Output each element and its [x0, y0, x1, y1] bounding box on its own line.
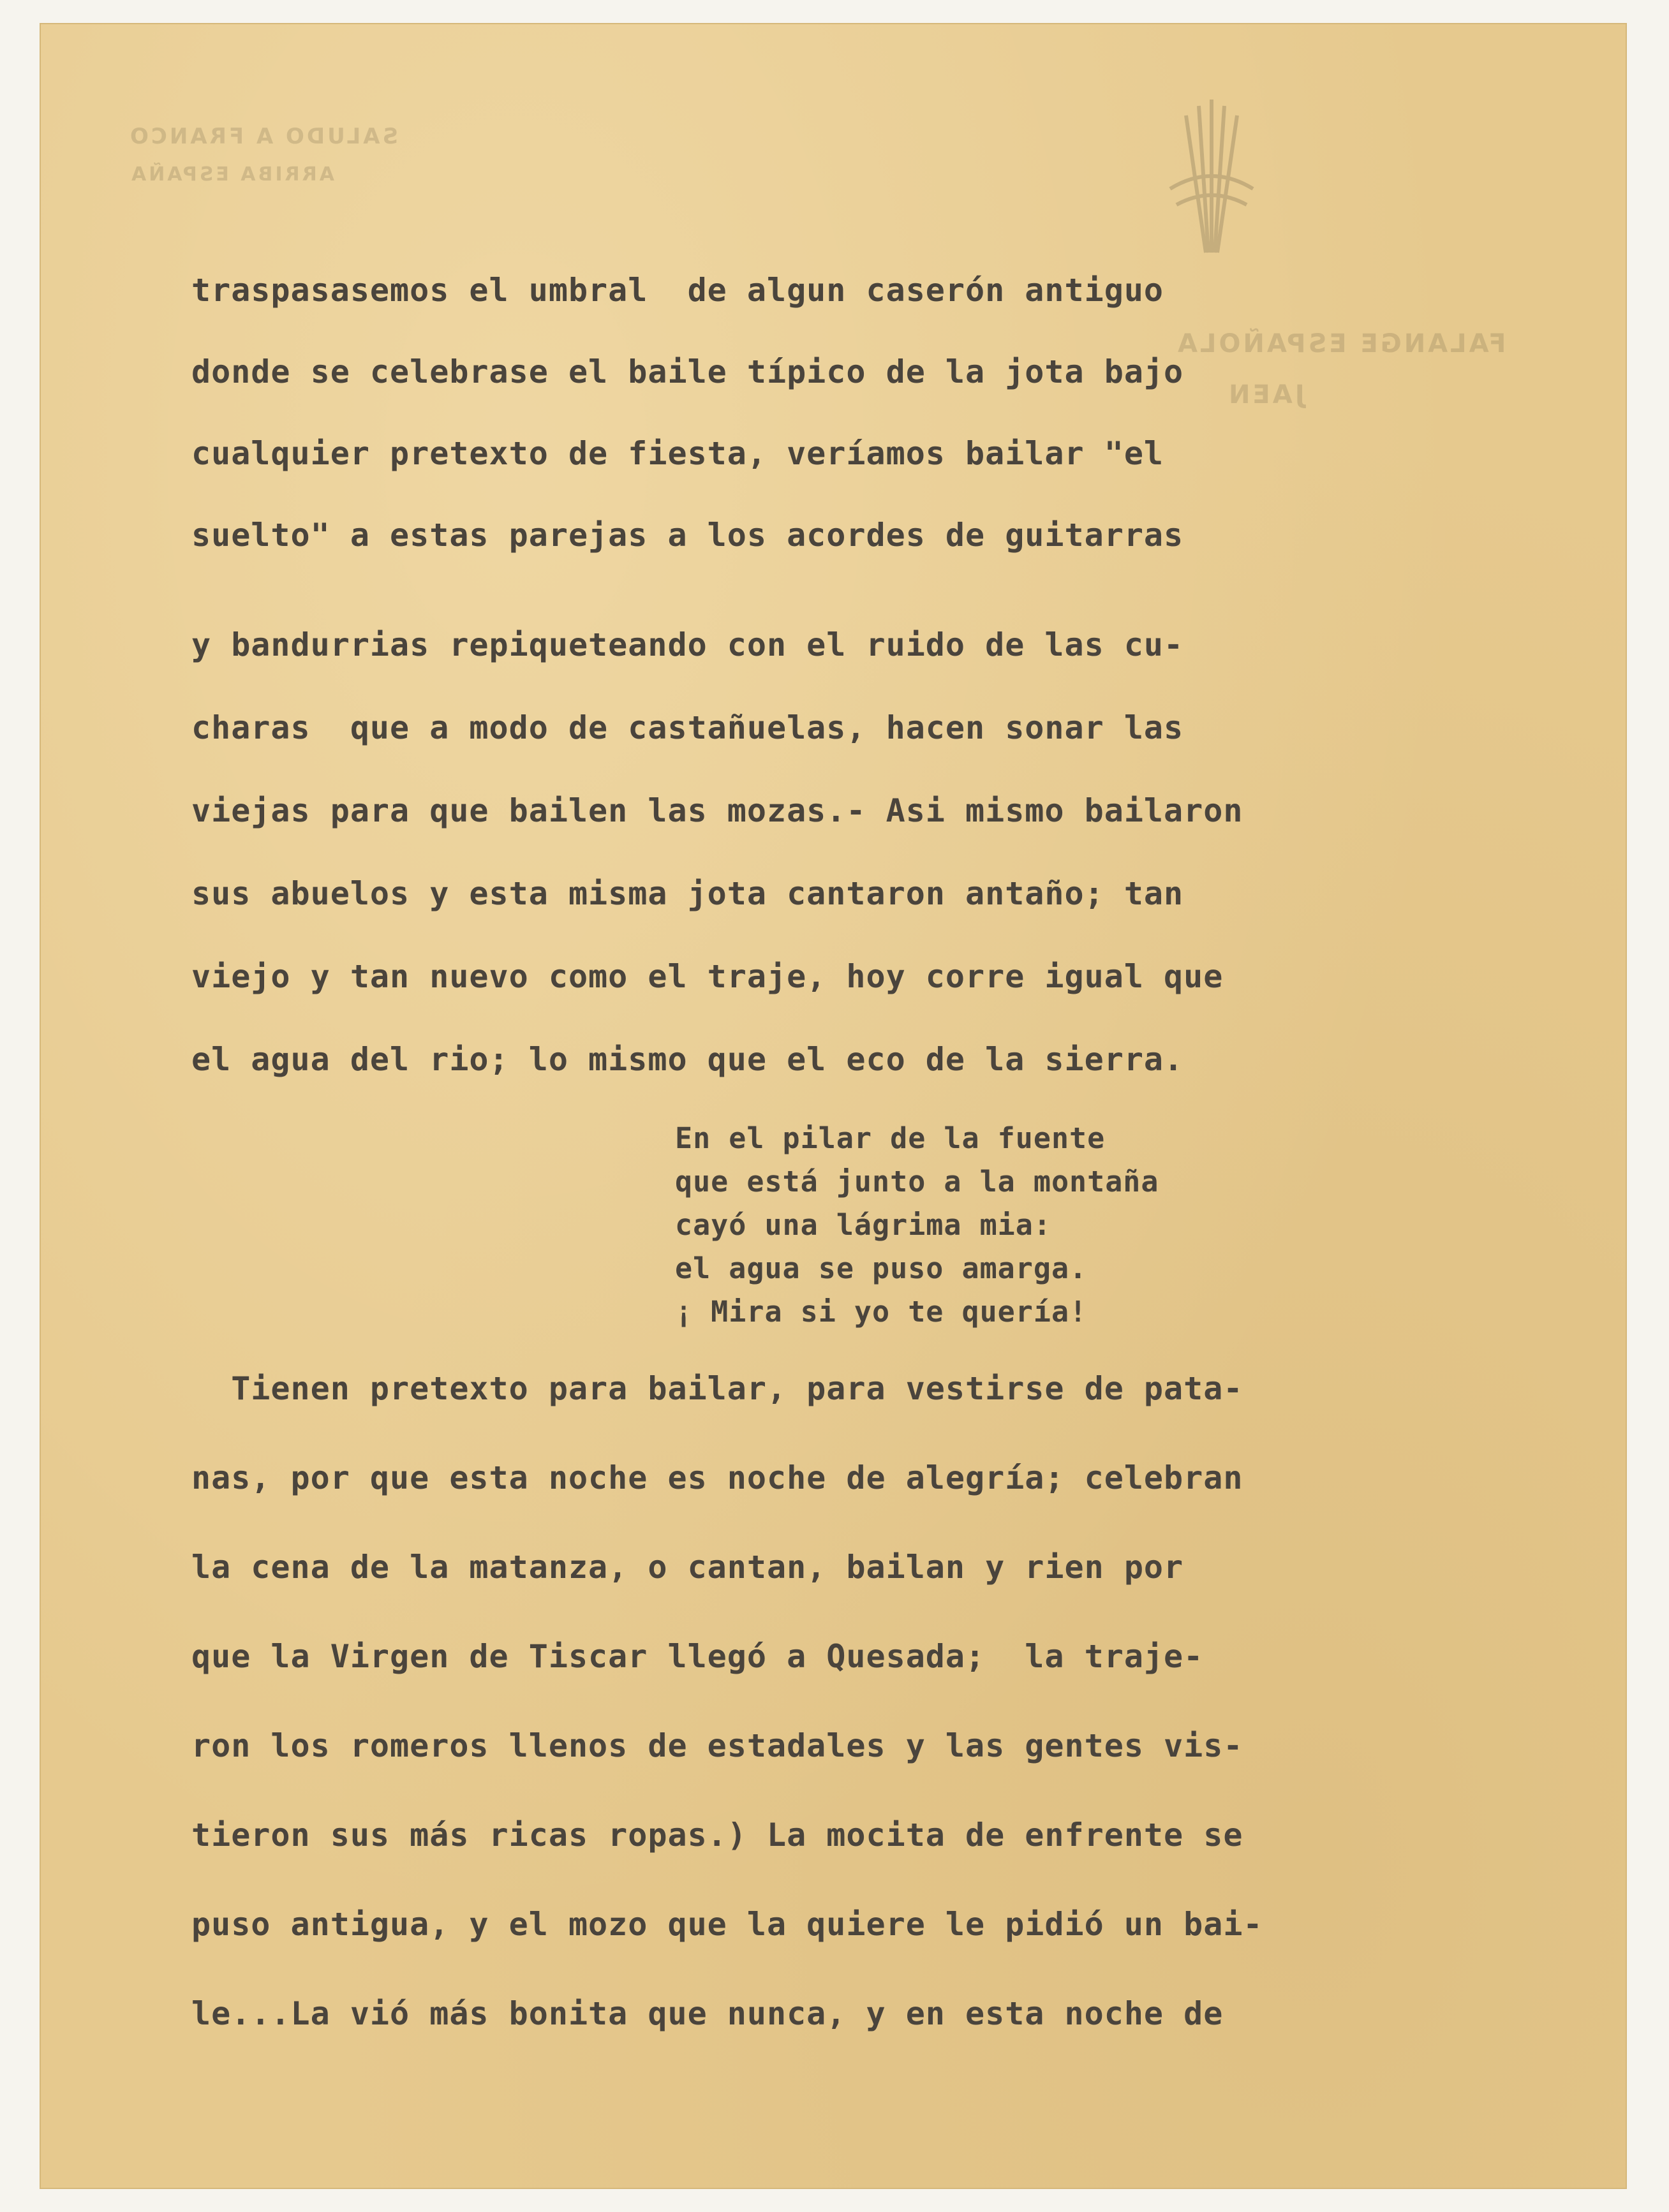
- verse-line-3: cayó una lágrima mia:: [675, 1208, 1051, 1242]
- bleed-through-line-3: FALANGE ESPAÑOLA: [1175, 329, 1506, 358]
- verse-line-4: el agua se puso amarga.: [675, 1251, 1088, 1285]
- paragraph-2-line-1: Tienen pretexto para bailar, para vestirse de pata-: [191, 1370, 1243, 1407]
- paragraph-2-line-4: que la Virgen de Tiscar llegó a Quesada; la traje-: [191, 1638, 1204, 1675]
- document-page: [40, 23, 1627, 2189]
- paragraph-1-line-2: donde se celebrase el baile típico de la jota bajo: [191, 353, 1184, 390]
- paragraph-2-line-6: tieron sus más ricas ropas.) La mocita de enfrente se: [191, 1817, 1243, 1854]
- paragraph-1-line-6: charas que a modo de castañuelas, hacen sonar las: [191, 709, 1184, 746]
- paragraph-1-line-7: viejas para que bailen las mozas.- Asi mismo bailaron: [191, 792, 1243, 829]
- paragraph-1-line-1: traspasasemos el umbral de algun caserón antiguo: [191, 272, 1164, 309]
- bleed-through-line-4: JAEN: [1226, 380, 1305, 409]
- verse-line-5: ¡ Mira si yo te quería!: [675, 1295, 1088, 1329]
- verse-line-2: que está junto a la montaña: [675, 1165, 1159, 1198]
- paragraph-1-line-8: sus abuelos y esta misma jota cantaron antaño; tan: [191, 875, 1184, 912]
- paragraph-2-line-5: ron los romeros llenos de estadales y las gentes vis-: [191, 1727, 1243, 1764]
- paragraph-2-line-8: le...La vió más bonita que nunca, y en esta noche de: [191, 1995, 1224, 2032]
- paragraph-1-line-5: y bandurrias repiqueteando con el ruido de las cu-: [191, 626, 1184, 663]
- paragraph-1-line-4: suelto" a estas parejas a los acordes de guitarras: [191, 517, 1184, 554]
- paragraph-1-line-3: cualquier pretexto de fiesta, veríamos bailar "el: [191, 435, 1164, 472]
- paragraph-1-line-9: viejo y tan nuevo como el traje, hoy corre igual que: [191, 958, 1224, 995]
- emblem-bleed-icon: [1164, 93, 1259, 259]
- paragraph-2-line-2: nas, por que esta noche es noche de alegría; celebran: [191, 1459, 1243, 1496]
- verse-line-1: En el pilar de la fuente: [675, 1121, 1106, 1155]
- bleed-through-line-1: SALUDO A FRANCO: [128, 124, 399, 149]
- bleed-through-line-2: ARRIBA ESPAÑA: [129, 163, 334, 186]
- paragraph-2-line-7: puso antigua, y el mozo que la quiere le pidió un bai-: [191, 1906, 1263, 1943]
- paragraph-1-line-10: el agua del rio; lo mismo que el eco de la sierra.: [191, 1041, 1184, 1078]
- paragraph-2-line-3: la cena de la matanza, o cantan, bailan y rien por: [191, 1549, 1184, 1586]
